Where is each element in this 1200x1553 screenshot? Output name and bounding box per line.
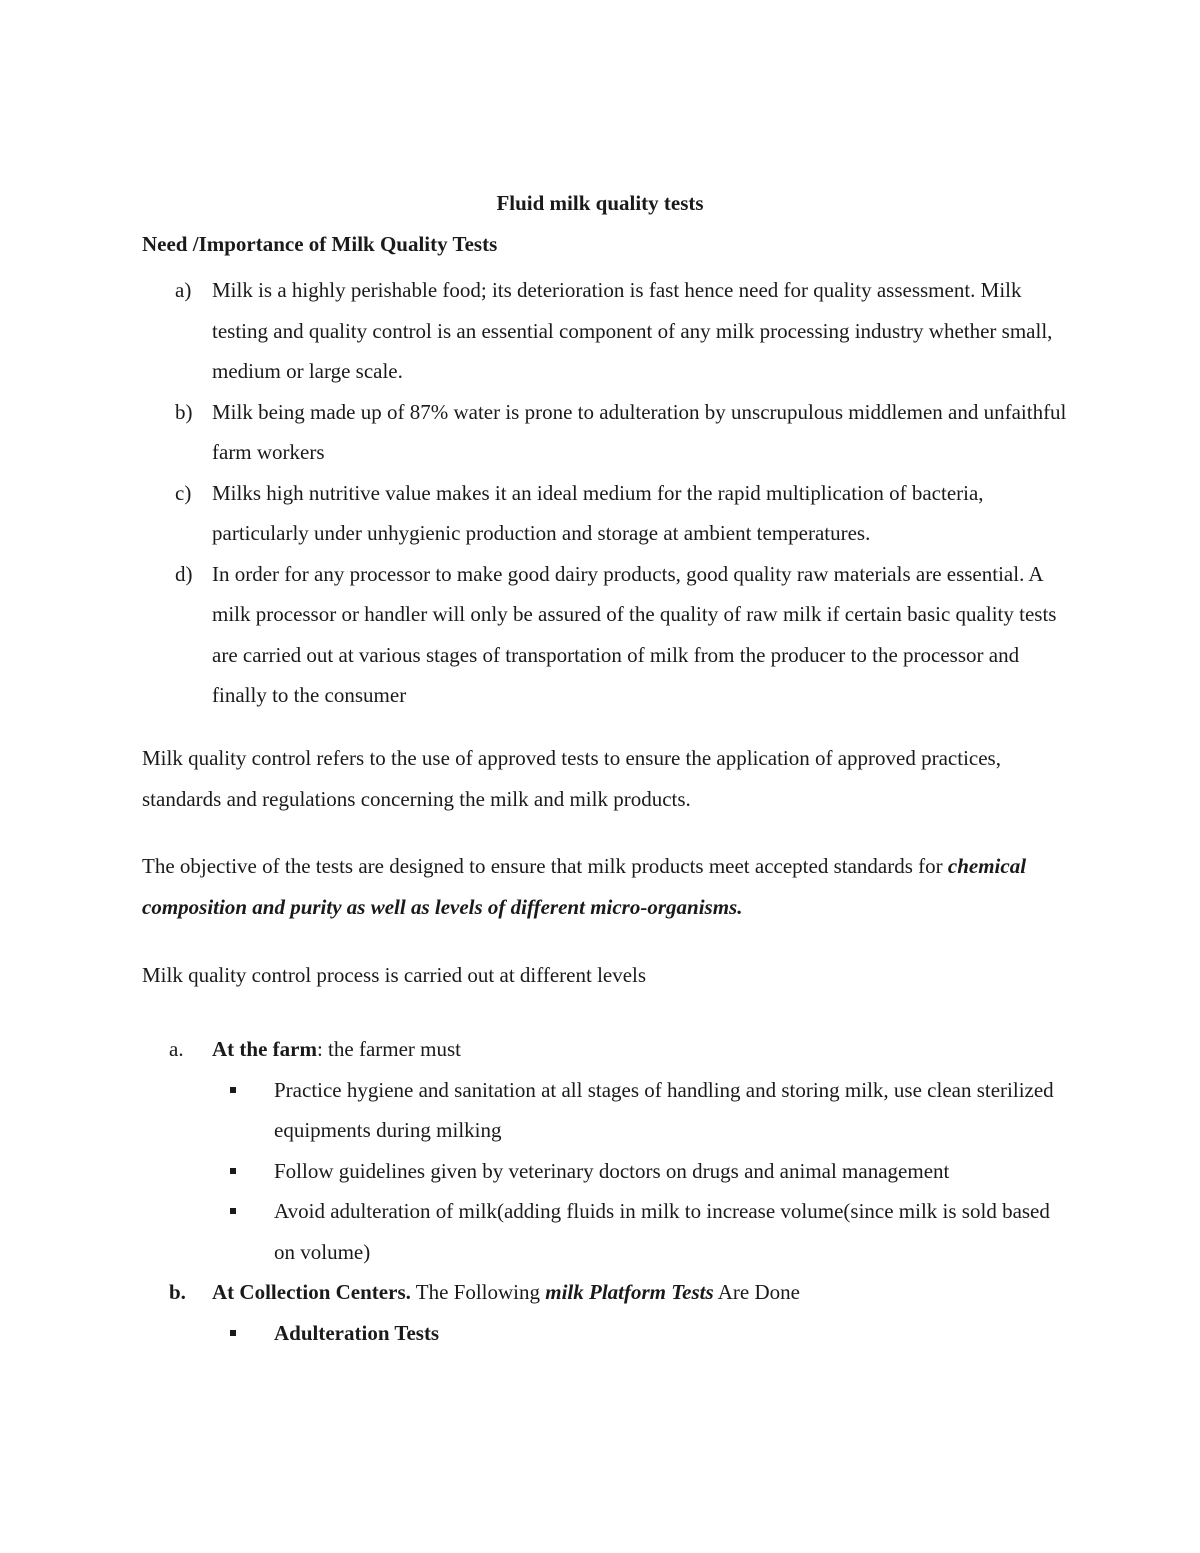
level-item-collection-centers: [142, 1272, 1072, 1313]
bullet-item: [142, 1070, 1072, 1151]
square-bullet-icon: [230, 1168, 236, 1174]
level-label: At Collection Centers.: [212, 1280, 411, 1304]
square-bullet-icon: [230, 1087, 236, 1093]
square-bullet-icon: [230, 1208, 236, 1214]
square-bullet-icon: [230, 1330, 236, 1336]
bullet-text: Follow guidelines given by veterinary doctors on drugs and animal management: [274, 1158, 950, 1183]
level-text: : the farmer must: [316, 1037, 462, 1061]
list-item-text: Milk being made up of 87% water is prone to adulteration by unscrupulous middlemen and unfaithful farm workers: [212, 399, 1067, 464]
bullet-item: [142, 1151, 1072, 1192]
list-item: [142, 554, 1072, 716]
levels-intro-paragraph: Milk quality control process is carried out at different levels: [142, 963, 647, 987]
objective-text: The objective of the tests are designed to ensure that milk products meet accepted standards for: [142, 854, 943, 878]
objective-emphasis: chemical composition and purity as well as levels of different micro-organisms.: [142, 854, 1027, 919]
list-marker: b.: [169, 1280, 186, 1304]
importance-list: [142, 270, 1072, 716]
list-marker: c): [175, 480, 192, 505]
bullet-text: Practice hygiene and sanitation at all stages of handling and storing milk, use clean sterilized equipments during milking: [274, 1077, 1054, 1142]
list-marker: a): [175, 278, 192, 302]
section-heading: Need /Importance of Milk Quality Tests: [142, 232, 498, 256]
objective-paragraph: [142, 846, 1072, 927]
list-marker: b): [175, 399, 193, 424]
level-item-farm: [142, 1029, 1072, 1070]
bullet-item: [142, 1191, 1072, 1272]
list-marker: d): [175, 561, 193, 586]
bullet-text: Avoid adulteration of milk(adding fluids in milk to increase volume(since milk is sold based on volume): [274, 1199, 1050, 1264]
list-item: [142, 270, 1072, 392]
list-item: [142, 392, 1072, 473]
level-emphasis: milk Platform Tests: [545, 1280, 714, 1304]
list-item-text: In order for any processor to make good dairy products, good quality raw materials are essential. A milk processor or handler will only be assured of the quality of raw milk if certain basic quality tests are carried out at various stages of transportation of milk from the producer to the processor and finally to the consumer: [212, 561, 1057, 707]
document-title: Fluid milk quality tests: [496, 191, 704, 215]
level-label: At the farm: [212, 1037, 317, 1061]
level-text-before: The Following: [410, 1280, 546, 1304]
list-item: [142, 473, 1072, 554]
qc-definition-paragraph: Milk quality control refers to the use of approved tests to ensure the application of approved practices, standards and regulations concerning the milk and milk products.: [142, 746, 1001, 811]
list-item-text: Milk is a highly perishable food; its deterioration is fast hence need for quality assessment. Milk testing and quality control is an essential component of any milk processing industry whether small, medium or large scale.: [212, 278, 1053, 383]
level-text-after: Are Done: [713, 1280, 800, 1304]
bullet-item: [142, 1313, 1072, 1354]
levels-list: [142, 1029, 1072, 1353]
list-marker: a.: [169, 1037, 184, 1061]
list-item-text: Milks high nutritive value makes it an ideal medium for the rapid multiplication of bacteria, particularly under unhygienic production and storage at ambient temperatures.: [212, 480, 984, 545]
bullet-text: Adulteration Tests: [274, 1320, 440, 1345]
